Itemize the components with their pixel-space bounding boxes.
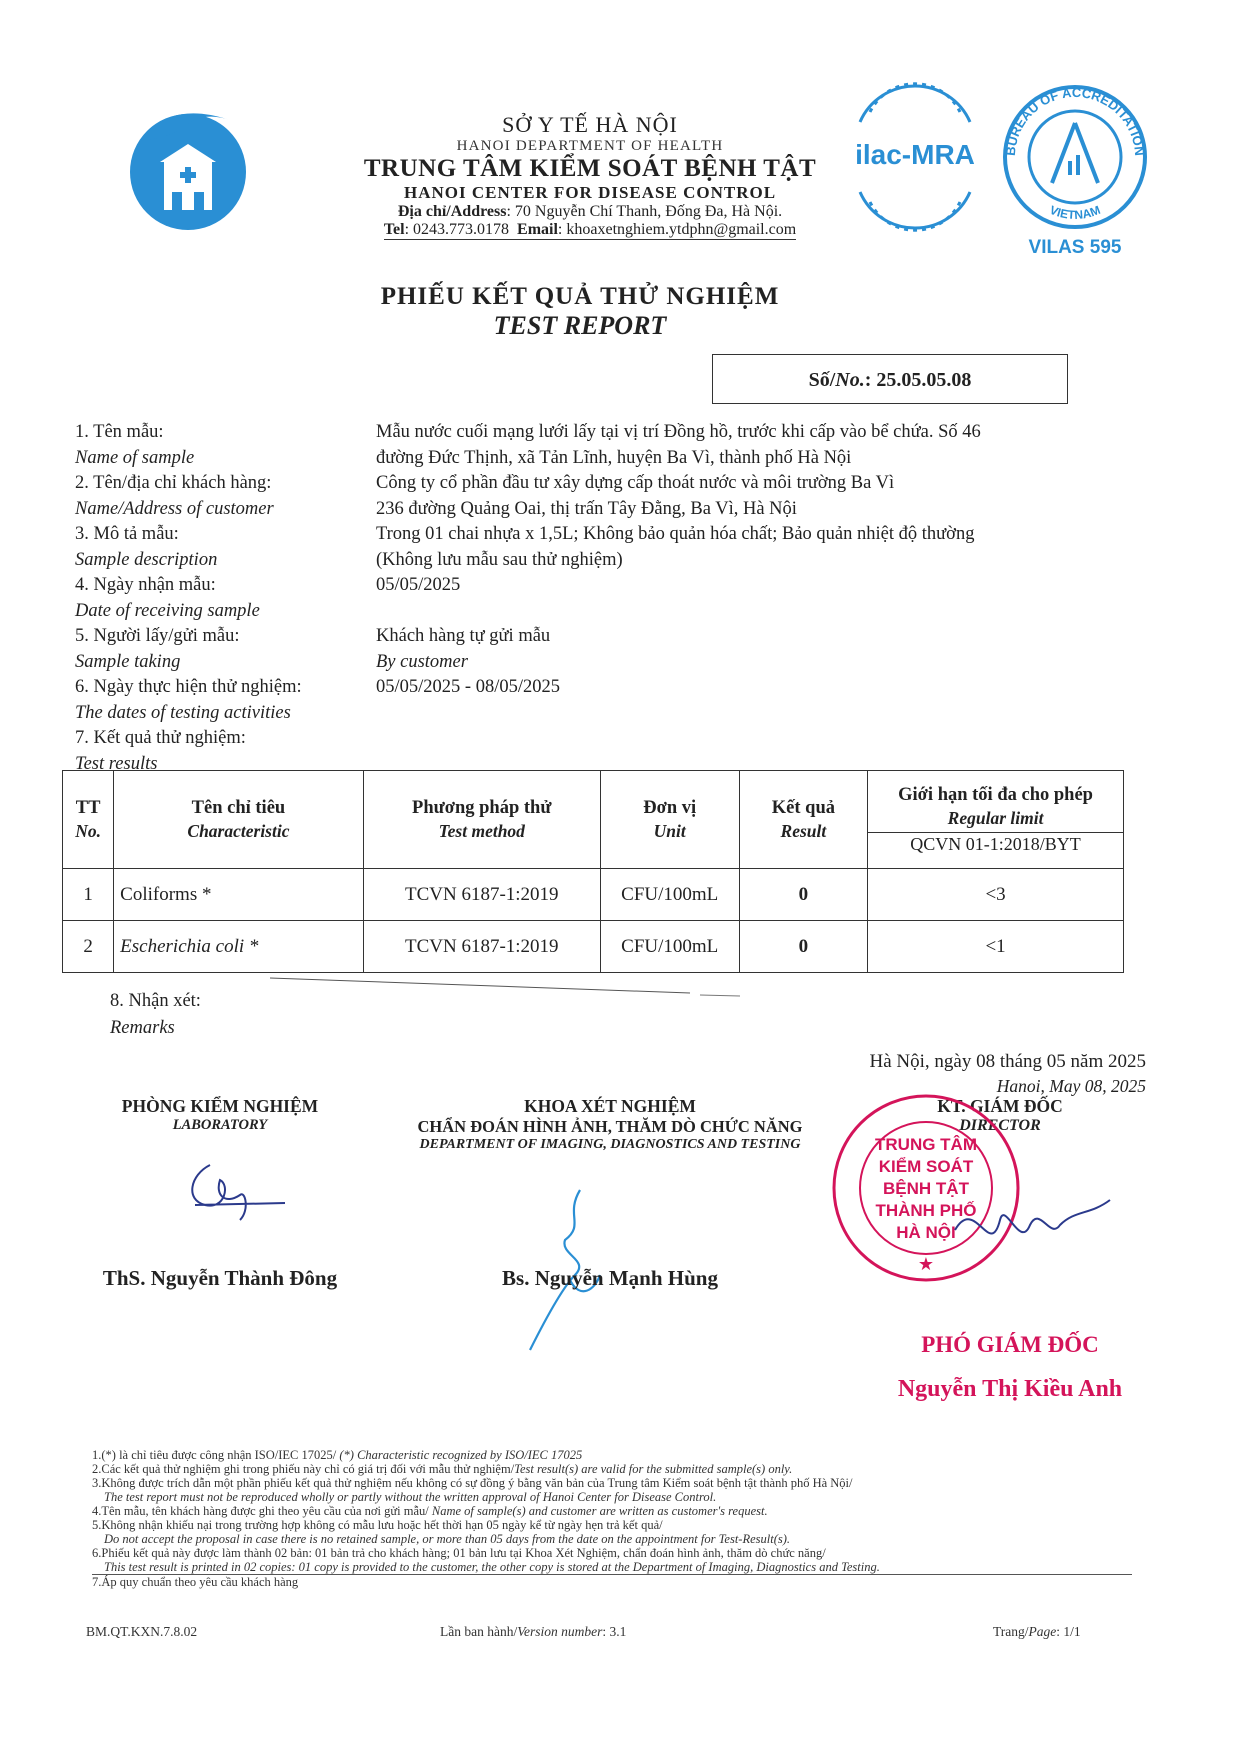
dept-name: Bs. Nguyễn Mạnh Hùng [502, 1266, 718, 1290]
deputy-name: Nguyễn Thị Kiều Anh [897, 1376, 1123, 1402]
ilac-mra-text: ilac-MRA [855, 139, 975, 170]
cell-method: TCVN 6187-1:2019 [363, 921, 600, 973]
results-table [62, 770, 1124, 973]
note-line: 6.Phiếu kết quả này được làm thành 02 bản: 01 bản trả cho khách hàng; 01 bản lưu tại Khoa Xét Nghiệm, chẩn đoán hình ảnh, thăm dò chức năng/ [92, 1546, 826, 1560]
stamp-line-2: KIỂM SOÁT [878, 1157, 974, 1176]
remarks-line [270, 975, 1050, 1005]
table-row [63, 921, 1124, 973]
dept-title2: CHẨN ĐOÁN HÌNH ẢNH, THĂM DÒ CHỨC NĂNG [417, 1117, 803, 1136]
director-title: KT. GIÁM ĐỐC [937, 1096, 1063, 1116]
header-line1: SỞ Y TẾ HÀ NỘI [502, 112, 678, 137]
info-value-4: 05/05/2025 [376, 575, 461, 595]
info-item-5: 5. Người lấy/gửi mẫu: Sample taking [75, 626, 240, 672]
header-no: TT No. [63, 771, 114, 869]
svg-text:BUREAU OF ACCREDITATION [1003, 85, 1147, 156]
director-signature-scribble [950, 1190, 1120, 1280]
note-line: 7.Áp quy chuẩn theo yêu cầu khách hàng [92, 1574, 1132, 1589]
note-line: 1.(*) là chỉ tiêu được công nhận ISO/IEC 17025/ (*) Characteristic recognized by ISO/IEC 17025 [92, 1448, 583, 1462]
note-line: This test result is printed in 02 copies: 01 copy is provided to the customer, the other copy is stored at the Department of Imaging, Diagnostics and Testing. [104, 1560, 880, 1574]
cell-characteristic: Escherichia coli * [114, 921, 364, 973]
version-number: Lần ban hành/Version number: 3.1 [440, 1624, 627, 1639]
header-block [330, 112, 850, 240]
title-block [300, 283, 860, 341]
info-value-5: Khách hàng tự gửi mẫu By customer [376, 626, 551, 672]
table-row [63, 869, 1124, 921]
title-vn: PHIẾU KẾT QUẢ THỬ NGHIỆM [380, 283, 780, 310]
info-label-en: Name of sample [75, 447, 195, 468]
svg-text:VIETNAM [1048, 203, 1103, 222]
vilas-logo [1000, 85, 1150, 260]
form-code: BM.QT.KXN.7.8.02 [86, 1624, 198, 1639]
lab-title: PHÒNG KIỂM NGHIỆM [121, 1096, 319, 1116]
cell-unit: CFU/100mL [600, 869, 739, 921]
note-line: 2.Các kết quả thử nghiệm ghi trong phiếu này chỉ có giá trị đối với mẫu thử nghiệm/Test result(s) are valid for the submitted sample(s) only. [92, 1462, 793, 1476]
deputy-title: PHÓ GIÁM ĐỐC [921, 1332, 1099, 1357]
info-item-4: 4. Ngày nhận mẫu: Date of receiving sample [75, 575, 260, 621]
page-number: Trang/Page: 1/1 [993, 1624, 1081, 1639]
info-item-7: 7. Kết quả thử nghiệm: Test results [75, 728, 246, 774]
cell-result: 0 [739, 869, 867, 921]
dept-signature-block [390, 1096, 830, 1153]
date-vn: Hà Nội, ngày 08 tháng 05 năm 2025 [869, 1051, 1146, 1072]
report-number-box: Số/No.: 25.05.05.08 [712, 354, 1068, 404]
dept-title: KHOA XÉT NGHIỆM [524, 1096, 696, 1116]
info-item-3: 3. Mô tả mẫu: Sample description [75, 524, 218, 570]
stamp-line-3: BỆNH TẬT [883, 1179, 969, 1198]
svg-text:★: ★ [917, 1254, 935, 1274]
stamp-line-4: THÀNH PHỐ [875, 1201, 977, 1220]
header-address: Địa chỉ/Address: 70 Nguyễn Chí Thanh, Đống Đa, Hà Nội. [397, 203, 783, 220]
cell-limit: <1 [868, 921, 1124, 973]
info-value-1: Mẫu nước cuối mạng lưới lấy tại vị trí Đồng hồ, trước khi cấp vào bể chứa. Số 46 đường Đức Thịnh, xã Tản Lĩnh, huyện Ba Vì, thành phố Hà Nội [376, 422, 981, 468]
remarks [110, 988, 201, 1042]
lab-signature-block [80, 1096, 360, 1134]
vilas-code: VILAS 595 [1028, 237, 1122, 258]
info-item-2: 2. Tên/địa chỉ khách hàng: Name/Address of customer [75, 473, 274, 519]
lab-subtitle: LABORATORY [172, 1117, 268, 1133]
header-line2: HANOI DEPARTMENT OF HEALTH [456, 138, 724, 154]
cell-characteristic: Coliforms * [114, 869, 364, 921]
notes-section [92, 1448, 1132, 1589]
info-item-1 [75, 420, 194, 471]
ilac-mra-logo [840, 82, 990, 232]
info-item-6: 6. Ngày thực hiện thử nghiệm: The dates of testing activities [75, 677, 302, 723]
header-characteristic: Tên chỉ tiêu Characteristic [114, 771, 364, 869]
date-en: Hanoi, May 08, 2025 [996, 1076, 1146, 1096]
info-value-3: Trong 01 chai nhựa x 1,5L; Không bảo quản hóa chất; Bảo quản nhiệt độ thường (Không lưu mẫu sau thử nghiệm) [376, 524, 975, 570]
cell-no: 2 [63, 921, 114, 973]
lab-signature-scribble [180, 1155, 300, 1230]
cell-limit: <3 [868, 869, 1124, 921]
remarks-label-en: Remarks [110, 1018, 175, 1038]
cell-no: 1 [63, 869, 114, 921]
stamp-line-1: TRUNG TÂM [875, 1135, 977, 1154]
title-en: TEST REPORT [493, 311, 667, 340]
vilas-ring-bottom: VIETNAM [1047, 202, 1103, 223]
header-line4: HANOI CENTER FOR DISEASE CONTROL [403, 183, 777, 202]
note-line: The test report must not be reproduced wholly or partly without the written approval of Hanoi Center for Disease Control. [104, 1490, 717, 1504]
table-header-row [63, 771, 1124, 869]
vilas-ring-top: BUREAU OF ACCREDITATION [1002, 85, 1148, 157]
cell-result: 0 [739, 921, 867, 973]
info-value-2: Công ty cổ phần đầu tư xây dựng cấp thoát nước và môi trường Ba Vì 236 đường Quảng Oai, thị trấn Tây Đằng, Ba Vì, Hà Nội [376, 473, 895, 519]
note-line: Do not accept the proposal in case there is no retained sample, or more than 05 days from the date on the appointment for Test-Result(s). [104, 1532, 791, 1546]
cell-method: TCVN 6187-1:2019 [363, 869, 600, 921]
note-line: 3.Không được trích dẫn một phần phiếu kết quả thử nghiệm nếu không có sự đồng ý bằng văn bản của Trung tâm Kiểm soát bệnh tật thành phố Hà Nội/ [92, 1476, 853, 1490]
dept-subtitle: DEPARTMENT OF IMAGING, DIAGNOSTICS AND TESTING [419, 1137, 801, 1152]
cell-unit: CFU/100mL [600, 921, 739, 973]
header-contact: Tel: 0243.773.0178 Email: khoaxetnghiem.ytdphn@gmail.com [383, 221, 797, 238]
header-line3: TRUNG TÂM KIỂM SOÁT BỆNH TẬT [363, 155, 817, 182]
hanoi-cdc-logo [120, 100, 260, 240]
header-result: Kết quả Result [739, 771, 867, 869]
header-method: Phương pháp thử Test method [363, 771, 600, 869]
remarks-label-vn: 8. Nhận xét: [110, 991, 201, 1011]
stamp-line-5: HÀ NỘI [896, 1223, 956, 1242]
limit-standard: QCVN 01-1:2018/BYT [868, 832, 1123, 856]
info-label-vn: 1. Tên mẫu: [75, 422, 164, 442]
header-unit: Đơn vị Unit [600, 771, 739, 869]
note-line: 5.Không nhận khiếu nại trong trường hợp không có mẫu lưu hoặc hết thời hạn 05 ngày kể từ ngày hẹn trả kết quả/ [92, 1518, 663, 1532]
header-limit: Giới hạn tối đa cho phép Regular limit QCVN 01-1:2018/BYT [868, 771, 1124, 869]
info-value-6: 05/05/2025 - 08/05/2025 [376, 677, 560, 697]
lab-name: ThS. Nguyễn Thành Đông [102, 1266, 338, 1290]
director-subtitle: DIRECTOR [959, 1117, 1041, 1134]
note-line: 4.Tên mẫu, tên khách hàng được ghi theo yêu cầu của nơi gửi mẫu/ Name of sample(s) and customer are written as customer's request. [92, 1504, 768, 1518]
